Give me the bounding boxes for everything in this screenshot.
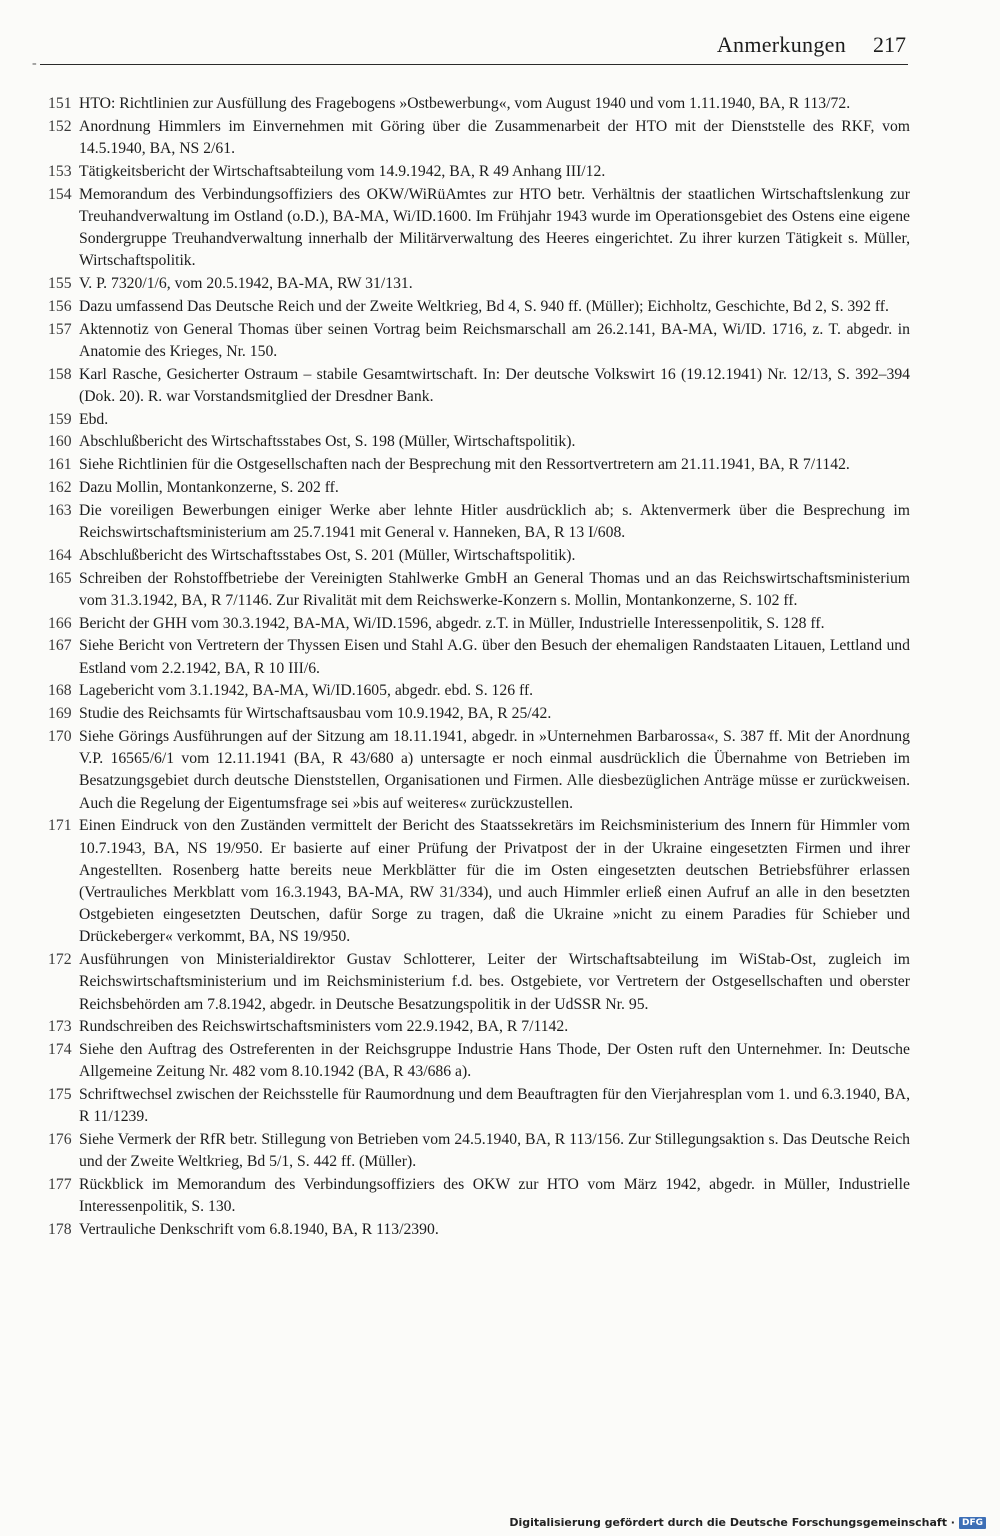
dfg-logo-icon: DFG [959, 1517, 986, 1529]
endnote-item [48, 454, 910, 476]
endnote-number: 170 [48, 727, 72, 745]
endnote-text: Siehe Richtlinien für die Ostgesellschaften nach der Besprechung mit den Ressortvertretern am 21.11.1941, BA, R 7/1142. [79, 456, 850, 474]
endnote-text: Siehe den Auftrag des Ostreferenten in der Reichsgruppe Industrie Hans Thode, Der Osten ruft den Unternehmer. In: Deutsche Allgemeine Zeitung Nr. 482 vom 8.10.1942 (BA, R 43/686 a). [79, 1041, 910, 1081]
endnote-item [48, 477, 910, 499]
endnote-number: 174 [48, 1041, 72, 1059]
endnote-item [48, 273, 910, 295]
endnote-item [48, 296, 910, 318]
endnote-item [48, 500, 910, 544]
endnote-text: Bericht der GHH vom 30.3.1942, BA-MA, Wi/ID.1596, abgedr. z.T. in Müller, Industrielle Interessenpolitik, S. 128 ff. [79, 614, 825, 632]
digitization-footer [509, 1516, 986, 1529]
endnote-text: Schriftwechsel zwischen der Reichsstelle für Raumordnung und dem Beauftragten für den Vierjahresplan vom 1. und 6.3.1940, BA, R 11/1239. [79, 1086, 910, 1126]
endnote-text: Rundschreiben des Reichswirtschaftsministers vom 22.9.1942, BA, R 7/1142. [79, 1018, 569, 1036]
endnote-item [48, 545, 910, 567]
endnote-text: Siehe Görings Ausführungen auf der Sitzung am 18.11.1941, abgedr. in »Unternehmen Barbarossa«, S. 387 ff. Mit der Anordnung V.P. 16565/6/1 vom 12.11.1941 (BA, R 43/680 a) untersagte er noch einmal ausdrücklich die Übernahme von Betrieben im Besatzungsgebiet durch deutsche Dienststellen, Organisationen und Firmen. Alle diesbezüglichen Anträge müsse er zurückweisen. Auch die Regelung der Eigentumsfrage sei »bis auf weiteres« zurückzustellen. [79, 727, 910, 812]
endnote-item [48, 635, 910, 679]
endnote-text: Siehe Bericht von Vertretern der Thyssen Eisen und Stahl A.G. über den Besuch der ehemaligen Randstaaten Litauen, Lettland und Estland vom 2.2.1942, BA, R 10 III/6. [79, 637, 910, 677]
endnote-text: Lagebericht vom 3.1.1942, BA-MA, Wi/ID.1605, abgedr. ebd. S. 126 ff. [79, 682, 534, 700]
endnote-item [48, 949, 910, 1016]
endnote-item [48, 726, 910, 815]
endnote-item [48, 1174, 910, 1218]
endnote-number: 165 [48, 569, 72, 587]
endnote-item [48, 93, 910, 115]
endnote-number: 176 [48, 1131, 72, 1149]
endnote-number: 169 [48, 705, 72, 723]
endnote-text: Karl Rasche, Gesicherter Ostraum – stabile Gesamtwirtschaft. In: Der deutsche Volkswirt 16 (19.12.1941) Nr. 12/13, S. 392–394 (Dok. 20). R. war Vorstandsmitglied der Dresdner Bank. [79, 365, 910, 405]
endnote-item [48, 568, 910, 612]
endnote-text: Vertrauliche Denkschrift vom 6.8.1940, BA, R 113/2390. [79, 1221, 439, 1239]
endnote-number: 178 [48, 1221, 72, 1239]
endnote-item [48, 613, 910, 635]
endnote-number: 166 [48, 614, 72, 632]
endnote-number: 158 [48, 365, 72, 383]
endnote-number: 152 [48, 117, 72, 135]
endnote-number: 156 [48, 297, 72, 315]
endnote-item [48, 1129, 910, 1173]
endnote-text: Tätigkeitsbericht der Wirtschaftsabteilung vom 14.9.1942, BA, R 49 Anhang III/12. [79, 162, 606, 180]
endnote-item [48, 1039, 910, 1083]
endnote-number: 160 [48, 433, 72, 451]
endnote-item [48, 364, 910, 408]
endnote-text: Rückblick im Memorandum des Verbindungsoffiziers des OKW zur HTO vom März 1942, abgedr. in Müller, Industrielle Interessenpolitik, S. 130. [79, 1176, 910, 1216]
endnote-item [48, 815, 910, 948]
endnote-item [48, 319, 910, 363]
endnote-text: Aktennotiz von General Thomas über seinen Vortrag beim Reichsmarschall am 26.2.141, BA-MA, Wi/ID. 1716, z. T. abgedr. in Anatomie des Krieges, Nr. 150. [79, 320, 910, 360]
endnote-item [48, 431, 910, 453]
endnote-item [48, 161, 910, 183]
endnote-item [48, 1084, 910, 1128]
endnote-number: 168 [48, 682, 72, 700]
endnote-item [48, 409, 910, 431]
endnote-number: 157 [48, 320, 72, 338]
header-title: Anmerkungen [716, 32, 846, 57]
endnote-item [48, 1016, 910, 1038]
endnote-number: 154 [48, 185, 72, 203]
endnote-text: Ausführungen von Ministerialdirektor Gustav Schlotterer, Leiter der Wirtschaftsabteilung im WiStab-Ost, zugleich im Reichswirtschaftsministerium und im Reichsministerium f.d. bes. Ostgebiete, vor Vertretern der Ostgesellschaften und oberster Reichsbehörden am 7.8.1942, abgedr. in Deutsche Besatzungspolitik in der UdSSR Nr. 95. [79, 951, 910, 1013]
endnotes-list [48, 93, 910, 1242]
endnote-text: Abschlußbericht des Wirtschaftsstabes Ost, S. 201 (Müller, Wirtschaftspolitik). [79, 546, 576, 564]
endnote-text: Dazu Mollin, Montankonzerne, S. 202 ff. [79, 478, 339, 496]
endnote-text: Schreiben der Rohstoffbetriebe der Vereinigten Stahlwerke GmbH an General Thomas und an das Reichswirtschaftsministerium vom 31.3.1942, BA, R 7/1146. Zur Rivalität mit dem Reichswerke-Konzern s. Mollin, Montankonzerne, S. 102 ff. [79, 569, 910, 609]
endnote-number: 175 [48, 1086, 72, 1104]
endnote-number: 173 [48, 1018, 72, 1036]
endnote-item [48, 703, 910, 725]
endnote-text: V. P. 7320/1/6, vom 20.5.1942, BA-MA, RW 31/131. [79, 275, 413, 292]
endnote-text: Siehe Vermerk der RfR betr. Stillegung von Betrieben vom 24.5.1940, BA, R 113/156. Zur Stillegungsaktion s. Das Deutsche Reich und der Zweite Weltkrieg, Bd 5/1, S. 442 ff. (Müller). [79, 1131, 910, 1171]
endnote-number: 164 [48, 546, 72, 564]
endnote-number: 151 [48, 95, 72, 112]
endnote-item [48, 116, 910, 160]
endnote-number: 177 [48, 1176, 72, 1194]
endnote-number: 167 [48, 637, 72, 655]
endnote-number: 153 [48, 162, 72, 180]
endnote-text: Abschlußbericht des Wirtschaftsstabes Ost, S. 198 (Müller, Wirtschaftspolitik). [79, 433, 576, 451]
endnote-text: Anordnung Himmlers im Einvernehmen mit Göring über die Zusammenarbeit der HTO mit der Dienststelle des RKF, vom 14.5.1940, BA, NS 2/61. [79, 117, 910, 157]
endnote-text: Studie des Reichsamts für Wirtschaftsausbau vom 10.9.1942, BA, R 25/42. [79, 705, 552, 723]
endnote-text: Memorandum des Verbindungsoffiziers des OKW/WiRüAmtes zur HTO betr. Verhältnis der staatlichen Wirtschaftslenkung zur Treuhandverwaltung im Ostland (o.D.), BA-MA, Wi/ID.1600. Im Frühjahr 1943 wurde im Operationsgebiet des Ostens eine eigene Sondergruppe Treuhandverwaltung innerhalb der Militärverwaltung des Heeres eingerichtet. Zu ihrer kurzen Tätigkeit s. Müller, Wirtschaftspolitik. [79, 185, 910, 270]
endnote-text: Einen Eindruck von den Zuständen vermittelt der Bericht des Staatssekretärs im Reichsministerium des Innern für Himmler vom 10.7.1943, BA, NS 19/950. Er basierte auf einer Prüfung der Privatpost der in der Ukraine eingesetzten Firmen und ihrer Angestellten. Rosenberg hatte bereits neue Merkblätter für die im Osten eingesetzten deutschen Betriebsführer erlassen (Vertrauliches Merkblatt vom 16.3.1943, BA-MA, RW 31/334), und auch Himmler erließ einen Aufruf an alle in den besetzten Ostgebieten eingesetzten Deutschen, dafür Sorge zu tragen, daß die Ukraine »nicht zu einem Paradies für Schieber und Drückeberger« verkommt, BA, NS 19/950. [79, 817, 910, 946]
endnote-number: 162 [48, 478, 72, 496]
margin-mark: - [32, 56, 37, 71]
running-header [32, 30, 908, 71]
endnote-item [48, 184, 910, 273]
footer-text: Digitalisierung gefördert durch die Deutsche Forschungsgemeinschaft · [509, 1516, 955, 1529]
endnote-text: HTO: Richtlinien zur Ausfüllung des Fragebogens »Ostbewerbung«, vom August 1940 und vom 1.11.1940, BA, R 113/72. [79, 95, 851, 112]
endnote-item [48, 1219, 910, 1241]
endnote-number: 161 [48, 456, 72, 474]
page-number: 217 [873, 32, 906, 57]
endnote-number: 159 [48, 410, 72, 428]
endnote-number: 155 [48, 275, 72, 292]
endnote-text: Dazu umfassend Das Deutsche Reich und der Zweite Weltkrieg, Bd 4, S. 940 ff. (Müller); Eichholtz, Geschichte, Bd 2, S. 392 ff. [79, 297, 889, 315]
endnote-number: 172 [48, 951, 72, 969]
endnote-number: 171 [48, 817, 72, 835]
endnote-text: Die voreiligen Bewerbungen einiger Werke aber lehnte Hitler ausdrücklich ab; s. Aktenvermerk über die Besprechung im Reichswirtschaftsministerium am 25.7.1941 mit General v. Hanneken, BA, R 13 I/608. [79, 501, 910, 541]
endnote-item [48, 680, 910, 702]
endnote-text: Ebd. [79, 410, 109, 428]
endnote-number: 163 [48, 501, 72, 519]
